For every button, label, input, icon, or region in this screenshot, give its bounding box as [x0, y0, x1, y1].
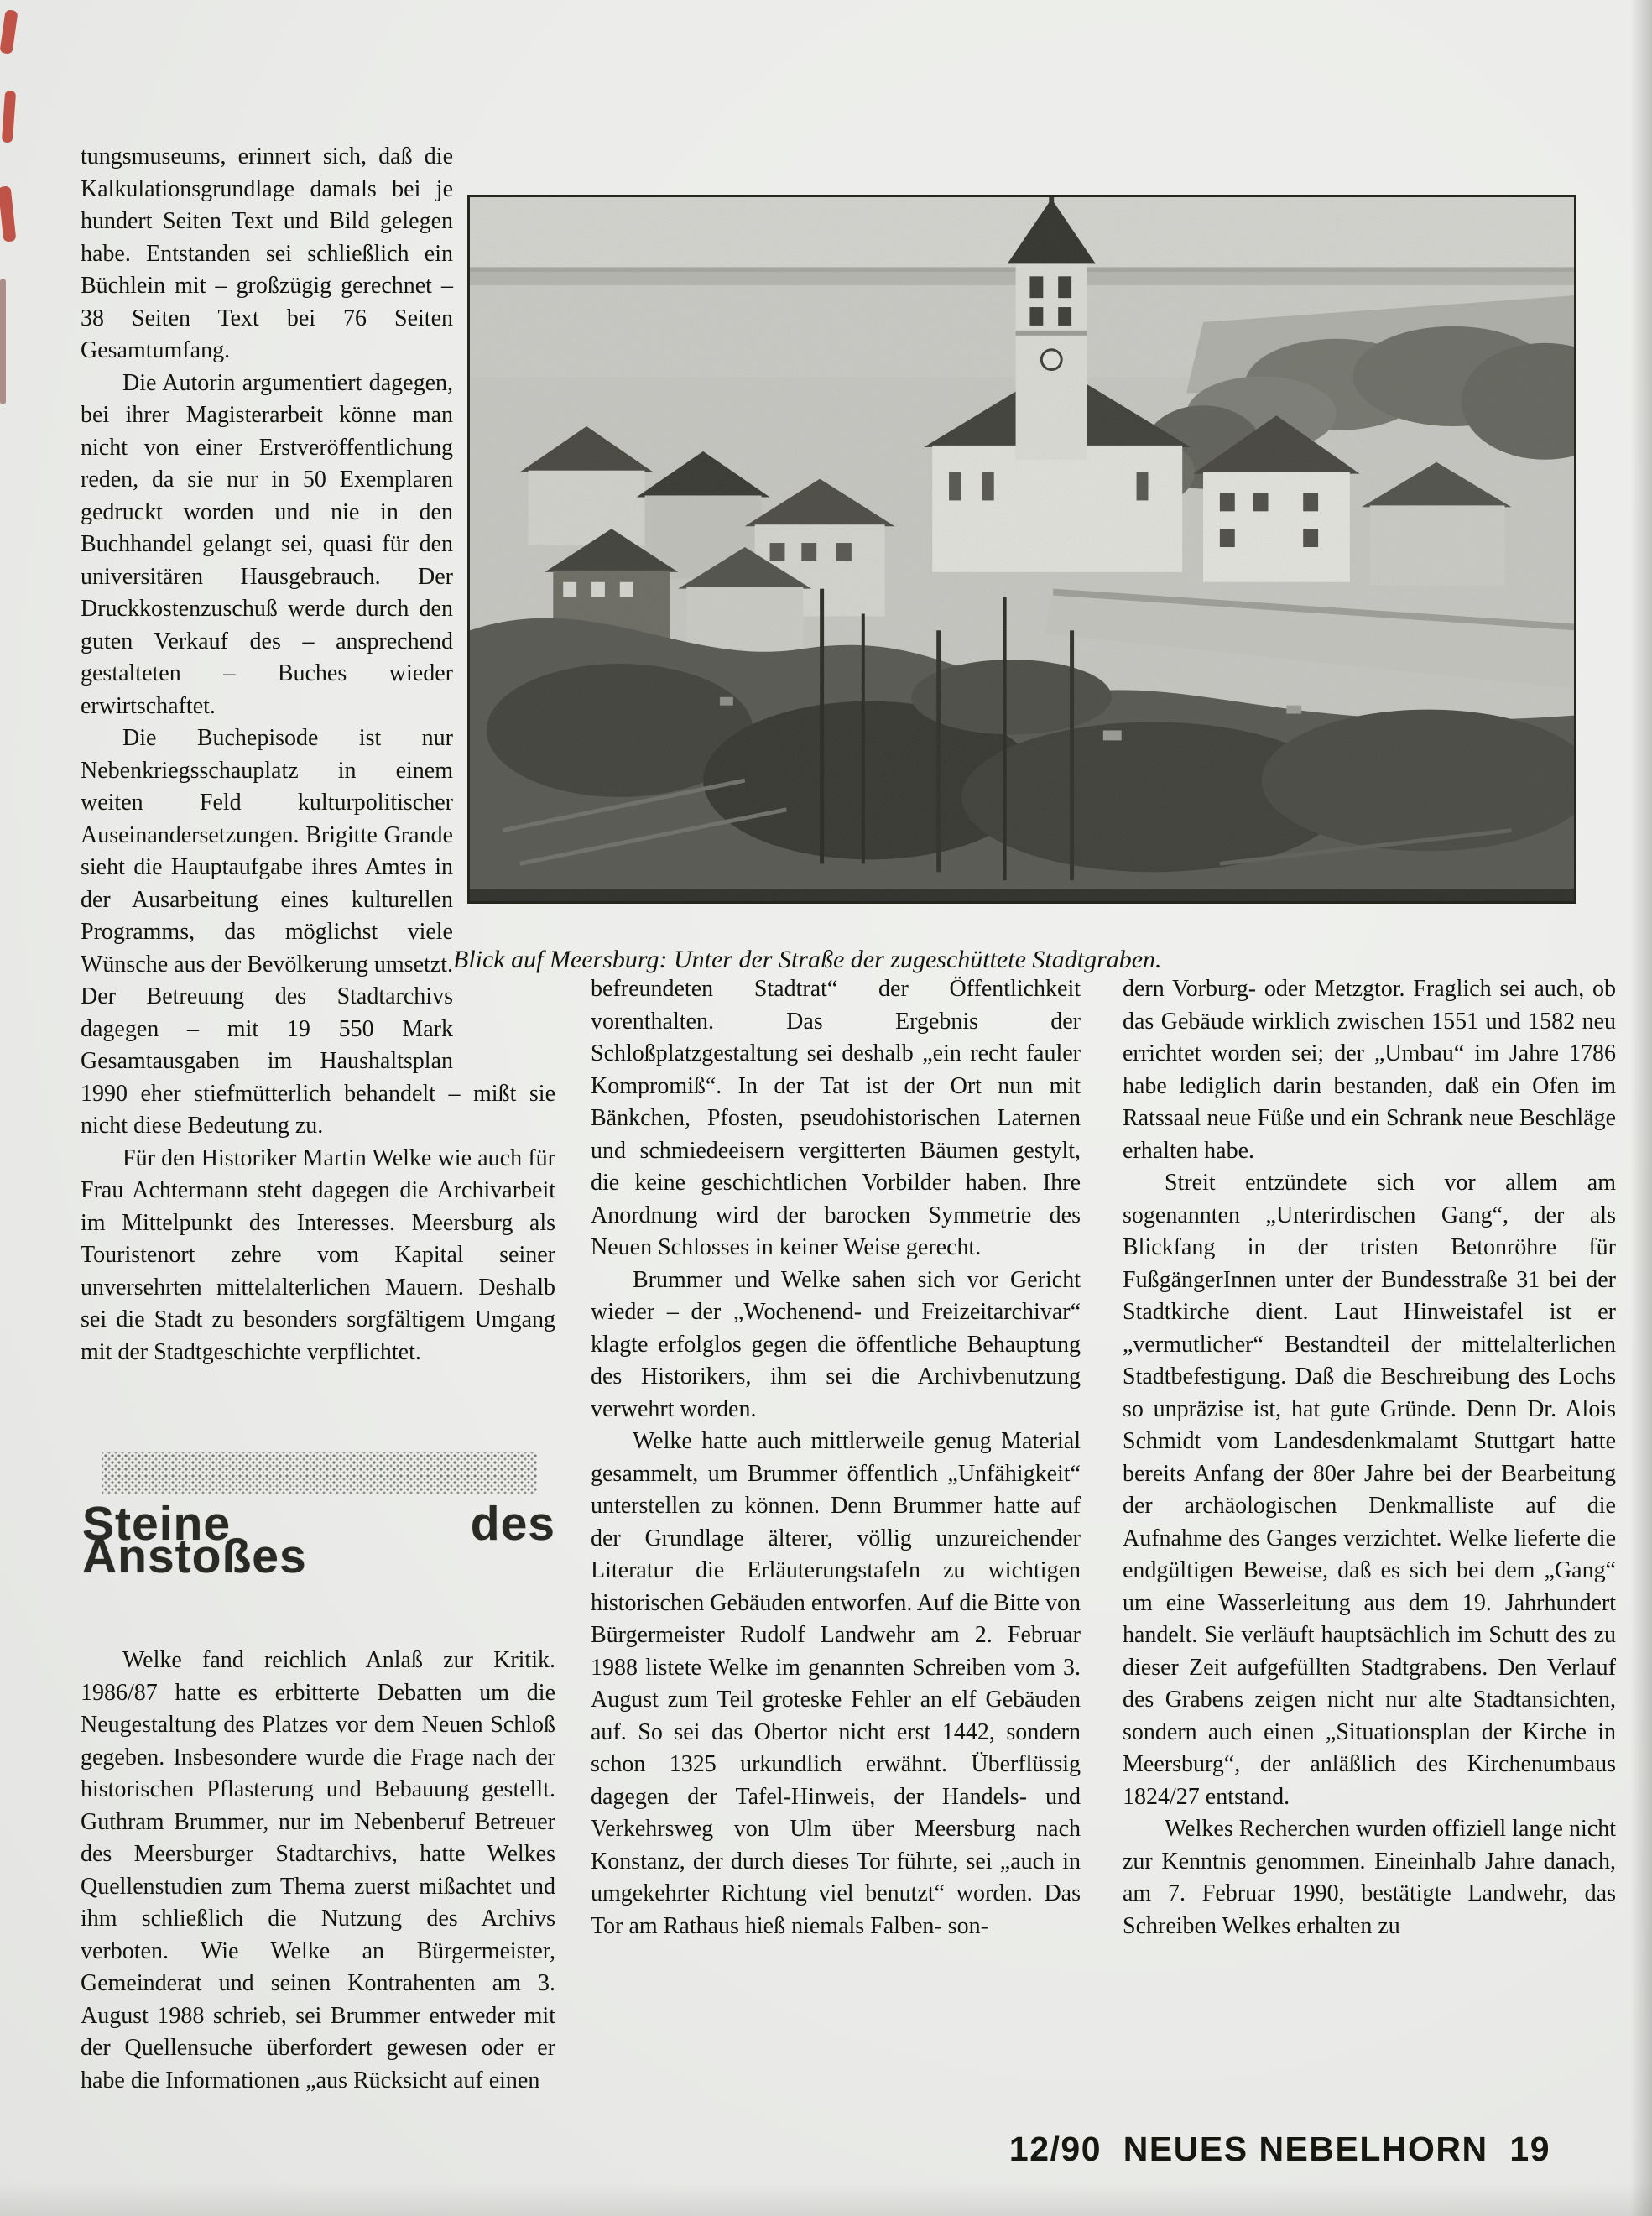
paragraph: Die Buchepisode ist nur Nebenkriegsschauplatz in einem weiten Feld kulturpolitischer Auseinandersetzungen. Brigitte Grande sieht die Hauptaufgabe ihres Amtes in der Ausarbeitung eines kulturellen Programms, das möglichst viele Wünsche aus der Bevölkerung umsetzt. Der Betreuung des Stadtarchivs dagegen – mit 19 550 Mark Gesamtausgaben im Haushaltsplan 1990 eher stiefmütterlich behandelt – mißt sie nicht diese Bedeutung zu. — [81, 725, 555, 1139]
paragraph: Welke hatte auch mittlerweile genug Material gesammelt, um Brummer öffentlich „Unfähigkeit“ unterstellen zu können. Denn Brummer hatte auf der Grundlage älterer, völlig unzureichender Literatur die Erläuterungstafeln zu wichtigen historischen Gebäuden entworfen. Auf die Bitte von Bürgermeister Rudolf Landwehr am 2. Februar 1988 listete Welke im genannten Schreiben vom 3. August zum Teil groteske Fehler an elf Gebäuden auf. So sei das Obertor nicht erst 1442, sondern schon 1325 urkundlich erwähnt. Überflüssig dagegen der Tafel-Hinweis, der Handels- und Verkehrsweg von Ulm über Meersburg nach Konstanz, der durch dieses Tor führte, sei „auch in umgekehrter Richtung viel benutzt“ worden. Das Tor am Rathaus hieß niemals Falben- son- — [591, 1428, 1081, 1939]
photo-wrap-spacer — [453, 141, 555, 1054]
paragraph: Für den Historiker Martin Welke wie auch für Frau Achtermann steht dagegen die Archivarbeit im Mittelpunkt des Interesses. Meersburg als Touristenort zehre vom Kapital seiner unversehrten mittelalterlichen Mauern. Deshalb sei die Stadt zu besonders sorgfältigem Umgang mit der Stadtgeschichte verpflichtet. — [81, 1144, 555, 1365]
page-footer: 12/90 NEUES NEBELHORN 19 — [1008, 2130, 1550, 2168]
scan-edge-shadow — [0, 2182, 1652, 2216]
halftone-rule — [102, 1452, 537, 1494]
paragraph: befreundeten Stadtrat“ der Öffentlichkeit vorenthalten. Das Ergebnis der Schloßplatzgestaltung sei deshalb „ein recht fauler Kompromiß“. In der Tat ist der Ort nun mit Bänkchen, Pfosten, pseudohistorischen Laternen und schmiedeeisern vergitterten Bäumen gestylt, die keine geschichtlichen Vorbilder haben. Ihre Anordnung wird der barocken Symmetrie des Neuen Schlosses in keiner Weise gerecht. — [591, 976, 1081, 1260]
paragraph: Welke fand reichlich Anlaß zur Kritik. 1986/87 hatte es erbitterte Debatten um die Neugestaltung des Platzes vor dem Neuen Schloß gegeben. Insbesondere wurde die Frage nach der historischen Pflasterung und Bebauung gestellt. Guthram Brummer, nur im Nebenberuf Betreuer des Meersburger Stadtarchivs, hatte Welkes Quellenstudien zum Thema zuerst mißachtet und ihm schließlich die Nutzung des Archivs verboten. Wie Welke an Bürgermeister, Gemeinderat und seinen Kontrahenten am 3. August 1988 schrieb, sei Brummer entweder mit der Quellensuche überfordert gewesen oder er habe die Informationen „aus Rücksicht auf einen — [81, 1647, 555, 2093]
photo-caption: Blick auf Meersburg: Unter der Straße der zugeschüttete Stadtgraben. — [453, 946, 1162, 973]
section-headline: Steine des Anstoßes — [82, 1497, 555, 1583]
red-pen-mark — [0, 9, 18, 55]
article-column-1 — [81, 141, 555, 2093]
red-pen-mark — [0, 185, 16, 242]
paragraph: Welkes Recherchen wurden offiziell lange nicht zur Kenntnis genommen. Eineinhalb Jahre danach, am 7. Februar 1990, bestätigte Landwehr, das Schreiben Welkes erhalten zu — [1123, 1816, 1616, 1939]
article-column-2 — [591, 973, 1081, 1942]
paragraph: dern Vorburg- oder Metzgtor. Fraglich sei auch, ob das Gebäude wirklich zwischen 1551 und 1582 neu errichtet worden sei; der „Umbau“ im Jahre 1786 habe lediglich darin bestanden, daß ein Ofen im Ratssaal neue Füße und ein Schrank neue Beschläge erhalten habe. — [1123, 976, 1616, 1164]
red-pen-mark — [2, 91, 16, 143]
paragraph: Streit entzündete sich vor allem am sogenannten „Unterirdischen Gang“, der als Blickfang in der tristen Betonröhre für FußgängerInnen unter der Bundesstraße 31 bei der Stadtkirche dient. Laut Hinweistafel ist er „vermutlicher“ Bestandteil der mittelalterlichen Stadtbefestigung. Daß die Beschreibung des Lochs so unpräzise ist, hat gute Gründe. Denn Dr. Alois Schmidt vom Landesdenkmalamt Stuttgart hatte bereits Anfang der 80er Jahre bei der Bearbeitung der archäologischen Denkmalliste auf die Aufnahme des Ganges verzichtet. Welke lieferte die endgültigen Beweise, daß es sich bei dem „Gang“ um eine Wasserleitung aus dem 19. Jahrhundert handelt. Sie verläuft hauptsächlich im Schutt des zu dieser Zeit aufgefüllten Stadtgrabens. Den Verlauf des Grabens zeigen nicht nur alte Stadtansichten, sondern auch einen „Situationsplan der Kirche in Meersburg“, der anläßlich des Kirchenumbaus 1824/27 entstand. — [1123, 1170, 1616, 1810]
article-photo — [467, 195, 1576, 904]
paragraph: Die Autorin argumentiert dagegen, bei ihrer Magisterarbeit könne man nicht von einer Erstveröffentlichung reden, da sie nur in 50 Exemplaren gedruckt worden und nie in den Buchhandel gelangt sei, quasi für den universitären Hausgebrauch. Der Druckkostenzuschuß werde durch den guten Verkauf des – ansprechend gestalteten – Buches wieder erwirtschaftet. — [81, 369, 453, 719]
article-column-3 — [1123, 973, 1616, 1942]
scan-edge-shadow — [1630, 0, 1652, 2216]
red-pen-mark — [0, 279, 6, 404]
paragraph: Brummer und Welke sahen sich vor Gericht wieder – der „Wochenend- und Freizeitarchivar“ klagte erfolglos gegen die öffentliche Behauptung des Historikers, ihm sei die Archivbenutzung verwehrt worden. — [591, 1266, 1081, 1422]
town-photo-illustration — [470, 197, 1574, 901]
paragraph: tungsmuseums, erinnert sich, daß die Kalkulationsgrundlage damals bei je hundert Seiten Text und Bild gelegen habe. Entstanden sei schließlich ein Büchlein mit – großzügig gerechnet – 38 Seiten Text bei 76 Seiten Gesamtumfang. — [81, 143, 453, 363]
